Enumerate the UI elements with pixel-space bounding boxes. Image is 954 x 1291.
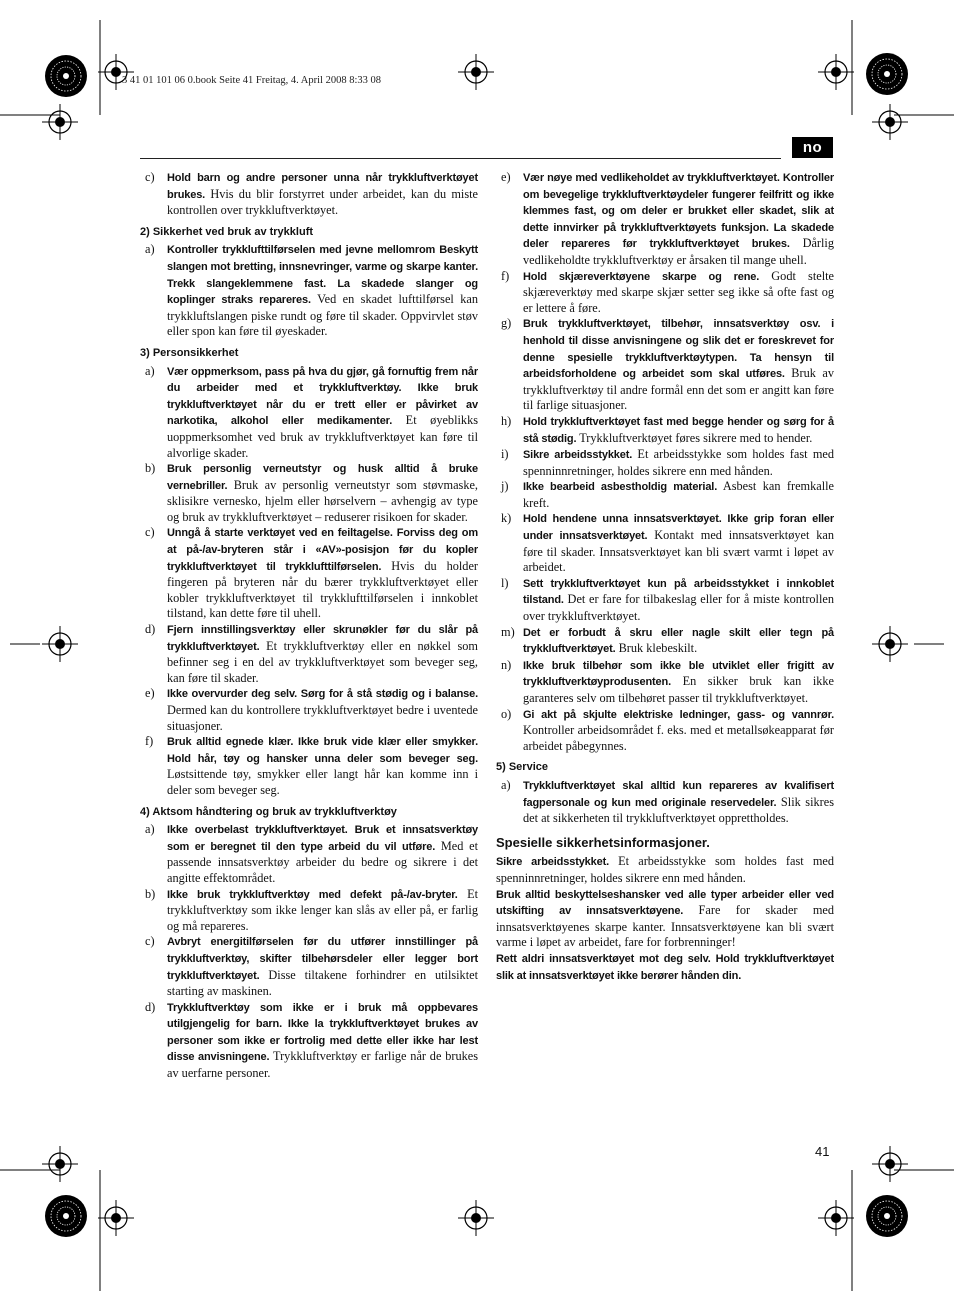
item-label: a) bbox=[501, 777, 511, 792]
item-body bbox=[523, 479, 834, 511]
item-label: k) bbox=[501, 511, 512, 526]
list-item bbox=[140, 170, 478, 219]
list-item bbox=[496, 269, 834, 317]
item-body bbox=[167, 461, 478, 525]
section-title: 2) Sikkerhet ved bruk av trykkluft bbox=[140, 225, 314, 238]
crosshair-bottom-center bbox=[458, 1200, 494, 1236]
sunburst-top-left bbox=[45, 55, 87, 97]
item-bold-text: Hold hendene unna innsatsverktøyet. Ikke grip foran eller under innsatsverktøyet. bbox=[523, 513, 834, 543]
list-item bbox=[496, 316, 834, 414]
list-item bbox=[140, 364, 478, 462]
item-body bbox=[167, 887, 478, 935]
book-file-header: 3 41 01 101 06 0.book Seite 41 Freitag, 4. April 2008 8:33 08 bbox=[122, 75, 381, 86]
item-label: f) bbox=[501, 268, 510, 283]
item-body bbox=[523, 658, 834, 707]
item-body bbox=[167, 686, 478, 734]
item-label: b) bbox=[145, 461, 156, 476]
item-text: Hvis du holder fingeren på bryteren når du bærer trykkluftverktøyet eller kobler trykkluftverktøyet til trykklufttilførselen i innkoblet tilstand, kan dette føre til uhell. bbox=[167, 558, 478, 621]
list-item bbox=[140, 242, 478, 340]
item-text: Et arbeidsstykke som holdes fast med spenninnretninger, holdes sikrere enn med hånden. bbox=[523, 447, 834, 478]
list-item bbox=[496, 778, 834, 827]
item-text: Et øyeblikks uoppmerksomhet ved bruk av trykkluftverktøyet kan føre til alvorlige skader. bbox=[167, 413, 478, 460]
item-text: Hvis du blir forstyrret under arbeidet, kan du miste kontrollen over trykkluftverktøyet. bbox=[167, 186, 478, 218]
item-text: Dermed kan du kontrollere trykkluftverktøyet bedre i uventede situasjoner. bbox=[167, 703, 478, 733]
item-text: Trykkluftverktøyet føres sikrere med to hender. bbox=[576, 430, 813, 445]
item-label: a) bbox=[145, 242, 155, 257]
list-item bbox=[496, 414, 834, 447]
item-label: h) bbox=[501, 413, 512, 428]
item-text: Kontakt med innsatsverktøyet kan føre til skader. Innsatsverktøyet kan bli svært varmt i løpet av arbeidet. bbox=[523, 528, 834, 575]
header-rule bbox=[140, 158, 781, 159]
item-bold-text: Gi akt på skjulte elektriske ledninger, gass- og vannrør. bbox=[523, 708, 834, 721]
item-body bbox=[167, 622, 478, 686]
list-item bbox=[496, 658, 834, 707]
item-body bbox=[167, 170, 478, 219]
item-bold-text: Bruk personlig verneutstyr og husk alltid å bruke vernebriller. bbox=[167, 463, 478, 492]
list-item bbox=[140, 734, 478, 798]
item-label: c) bbox=[145, 525, 155, 540]
item-label: b) bbox=[145, 886, 156, 901]
item-bold-text: Det er forbudt å skru eller nagle skilt eller tegn på trykkluftverktøyet. bbox=[523, 626, 834, 656]
paragraph bbox=[496, 854, 834, 886]
paragraph-text: Et arbeidsstykke som holdes fast med spenninnretninger, holdes sikrere enn med hånden. bbox=[496, 854, 834, 885]
item-body bbox=[523, 707, 834, 755]
item-text: Et trykkluftverktøy som ikke lenger kan slås av eller på, er farlig og må repareres. bbox=[167, 886, 478, 933]
item-bold-text: Vær oppmerksom, pass på hva du gjør, gå fornuftig frem når du arbeider med et trykkluftverktøy. Ikke bruk trykkluftverktøyet når du er trett eller er påvirket av narkotika, alkohol eller medikamenter. bbox=[167, 365, 478, 428]
crosshair-top-right bbox=[818, 54, 854, 90]
item-body bbox=[523, 170, 834, 269]
item-body bbox=[167, 934, 478, 999]
item-bold-text: Bruk alltid egnede klær. Ikke bruk vide klær eller smykker. Hold hår, tøy og hansker unna deler som beveger seg. bbox=[167, 736, 478, 765]
item-text: Det er fare for tilbakeslag eller for å miste kontrollen over trykkluftverktøyet. bbox=[523, 592, 834, 624]
crosshair-right-upper bbox=[872, 104, 908, 140]
item-bold-text: Avbryt energitilførselen før du utfører innstillinger på trykkluftverktøy, skifter tilbehørsdeler eller legger bort trykkluftverktøyet. bbox=[167, 936, 478, 982]
crosshair-left-middle bbox=[42, 626, 78, 662]
left-column bbox=[140, 170, 478, 1082]
item-label: a) bbox=[145, 822, 155, 837]
item-body bbox=[523, 778, 834, 827]
paragraph-text: Fare for skader med innsatsverktøyenes skarpe kanter. Innsatsverktøyene kan bli svært varme i løpet av arbeidet, fare for forbrenninger! bbox=[496, 903, 834, 950]
item-text: Bruk av trykkluftverktøy til andre formål enn det som er angitt kan føre til farlige situasjoner. bbox=[523, 366, 834, 413]
list-item bbox=[140, 525, 478, 622]
paragraph-bold: Bruk alltid beskyttelseshansker ved alle typer arbeider eller ved utskifting av innsatsverktøyene. bbox=[496, 888, 834, 918]
item-text: Dårlig vedlikeholdte trykkluftverktøy er årsaken til mange uhell. bbox=[523, 236, 834, 267]
item-body bbox=[167, 364, 478, 462]
list-item bbox=[140, 461, 478, 525]
item-label: a) bbox=[145, 363, 155, 378]
item-bold-text: Sett trykkluftverktøyet kun på arbeidsstykket i innkoblet tilstand. bbox=[523, 577, 834, 607]
sunburst-top-right bbox=[866, 53, 908, 95]
item-bold-text: Trykkluftverktøy som ikke er i bruk må oppbevares utilgjengelig for barn. Ikke la trykkluftverktøyet brukes av personer som ikke er fortrolig med dette eller ikke har lest disse anvisningene. bbox=[167, 1001, 478, 1064]
crosshair-left-upper bbox=[42, 104, 78, 140]
special-heading: Spesielle sikkerhetsinformasjoner. bbox=[496, 834, 710, 850]
list-item bbox=[140, 887, 478, 935]
crosshair-left-lower bbox=[42, 1146, 78, 1182]
item-label: e) bbox=[145, 686, 155, 701]
item-bold-text: Trykkluftverktøyet skal alltid kun repareres av kvalifisert fagpersonale og kun med originale reservedeler. bbox=[523, 779, 834, 809]
item-label: l) bbox=[501, 575, 509, 590]
list-item bbox=[496, 511, 834, 575]
item-bold-text: Hold trykkluftverktøyet fast med begge hender og sørg for å stå stødig. bbox=[523, 415, 834, 445]
paragraph-bold: Rett aldri innsatsverktøyet mot deg selv. Hold trykkluftverktøyet slik at innsatsverktøyet ikke berører hånden din. bbox=[496, 952, 834, 982]
sunburst-bottom-right bbox=[866, 1195, 908, 1237]
item-body bbox=[167, 822, 478, 886]
item-body bbox=[167, 242, 478, 340]
item-text: Slik sikres det at sikkerheten til trykkluftverktøyet opprettholdes. bbox=[523, 794, 834, 826]
paragraph bbox=[496, 951, 834, 984]
item-bold-text: Vær nøye med vedlikeholdet av trykkluftverktøyet. Kontroller om bevegelige trykkluftverktøydeler fungerer feilfritt og ikke klemmes fast, og om deler er brukket eller skadet, slik at dette innvirker på trykkluftverktøyets funksjon. La skadede deler repareres før trykkluftverktøyet brukes. bbox=[523, 172, 834, 251]
list-item bbox=[496, 576, 834, 625]
item-label: j) bbox=[501, 479, 509, 494]
item-text: Disse tiltakene forhindrer en utilsiktet starting av maskinen. bbox=[167, 967, 478, 999]
item-label: m) bbox=[501, 624, 515, 639]
item-bold-text: Ikke bruk trykkluftverktøy med defekt på-/av-bryter. bbox=[167, 888, 458, 901]
item-body bbox=[167, 734, 478, 798]
item-label: c) bbox=[145, 934, 155, 949]
item-body bbox=[167, 525, 478, 622]
list-item bbox=[496, 707, 834, 755]
crosshair-right-lower bbox=[872, 1146, 908, 1182]
crosshair-right-middle bbox=[872, 626, 908, 662]
list-item bbox=[140, 934, 478, 999]
item-label: o) bbox=[501, 706, 512, 721]
item-body bbox=[523, 625, 834, 658]
item-bold-text: Hold skjæreverktøyene skarpe og rene. bbox=[523, 270, 760, 283]
item-bold-text: Ikke bearbeid asbestholdig material. bbox=[523, 481, 718, 494]
item-bold-text: Ikke overbelast trykkluftverktøyet. Bruk et innsatsverktøy som er beregnet til den type arbeid du vil utføre. bbox=[167, 824, 478, 853]
item-text: Løstsittende tøy, smykker eller langt hår kan komme inn i deler som beveger seg. bbox=[167, 767, 478, 797]
item-bold-text: Sikre arbeidsstykket. bbox=[523, 449, 633, 462]
item-body bbox=[167, 1000, 478, 1082]
item-label: g) bbox=[501, 316, 512, 331]
list-item bbox=[496, 447, 834, 479]
item-label: d) bbox=[145, 999, 156, 1014]
item-bold-text: Fjern innstillingsverktøy eller skrunøkler før du slår på trykkluftverktøyet. bbox=[167, 624, 478, 653]
item-text: Bruk klebeskilt. bbox=[615, 641, 698, 656]
crosshair-bottom-right bbox=[818, 1200, 854, 1236]
item-text: En sikker bruk kan ikke garanteres selv om tilbehøret passer til trykkluftverktøyet. bbox=[523, 674, 834, 705]
item-bold-text: Bruk trykkluftverktøyet, tilbehør, innsatsverktøy osv. i henhold til disse anvisningene og slik det er foreskrevet for denne spesielle trykkluftverktøytypen. Ta hensyn til arbeidsforholdene og arbeidet som skal utføres. bbox=[523, 318, 834, 381]
section-title: 3) Personsikkerhet bbox=[140, 346, 239, 359]
right-column bbox=[496, 170, 834, 984]
list-item bbox=[140, 1000, 478, 1082]
list-item bbox=[140, 622, 478, 686]
item-label: c) bbox=[145, 170, 155, 184]
item-text: Med et passende innsatsverktøy arbeider du bedre og sikrere i det angitte effektområdet. bbox=[167, 838, 478, 885]
crosshair-top-center bbox=[458, 54, 494, 90]
item-text: Asbest kan fremkalle kreft. bbox=[523, 479, 834, 510]
list-item bbox=[140, 822, 478, 886]
paragraph bbox=[496, 887, 834, 951]
crosshair-bottom-left bbox=[98, 1200, 134, 1236]
item-text: Godt stelte skjæreverktøy med skarpe skjær setter seg ikke så ofte fast og er lettere å føre. bbox=[523, 268, 834, 315]
item-bold-text: Ikke bruk tilbehør som ikke ble utviklet eller frigitt av trykkluftverktøyprodusenten. bbox=[523, 659, 834, 689]
item-text: Trykkluftverktøy er farlige når de brukes av uerfarne personer. bbox=[167, 1049, 478, 1081]
item-label: d) bbox=[145, 622, 156, 637]
sunburst-bottom-left bbox=[45, 1195, 87, 1237]
paragraph-bold: Sikre arbeidsstykket. bbox=[496, 856, 609, 869]
list-item bbox=[140, 686, 478, 734]
item-label: i) bbox=[501, 447, 509, 462]
item-label: f) bbox=[145, 734, 154, 749]
item-body bbox=[523, 576, 834, 625]
item-text: Ved en skadet lufttilførsel kan trykkluftslangen piske rundt og føre til skader. Oppvirvlet støv eller spon kan føre til øyeskader. bbox=[167, 292, 478, 339]
item-bold-text: Kontroller trykklufttilførselen med jevne mellomrom Beskytt slangen mot bretting, innsnevringer, varme og skarpe kanter. Trekk slangeklemmene fast. La skadede slanger og koplinger straks repareres. bbox=[167, 244, 478, 307]
item-body bbox=[523, 316, 834, 414]
section-title: 4) Aktsom håndtering og bruk av trykkluftverktøy bbox=[140, 805, 397, 818]
item-text: Kontroller arbeidsområdet f. eks. med et metallsøkeapparat før arbeidet påbegynnes. bbox=[523, 723, 834, 753]
item-body bbox=[523, 414, 834, 447]
item-body bbox=[523, 511, 834, 575]
item-bold-text: Unngå å starte verktøyet ved en feiltagelse. Forviss deg om at på-/av-bryteren står i «AV»-posisjon før du kopler trykkluftverktøyet til trykklufttilførselen. bbox=[167, 527, 478, 573]
item-text: Et trykkluftverktøy eller en nøkkel som befinner seg i en del av trykkluftverktøyet som beveger seg, kan føre til skader. bbox=[167, 638, 478, 685]
item-label: e) bbox=[501, 170, 511, 184]
language-badge: no bbox=[792, 137, 833, 158]
item-bold-text: Ikke overvurder deg selv. Sørg for å stå stødig og i balanse. bbox=[167, 688, 478, 701]
item-bold-text: Hold barn og andre personer unna når trykkluftverktøyet brukes. bbox=[167, 172, 478, 201]
list-item bbox=[496, 170, 834, 269]
list-item bbox=[496, 479, 834, 511]
section-title: 5) Service bbox=[496, 761, 548, 774]
item-body bbox=[523, 447, 834, 479]
list-item bbox=[496, 625, 834, 658]
page-number: 41 bbox=[815, 1144, 830, 1159]
item-body bbox=[523, 269, 834, 317]
item-text: Bruk av personlig verneutstyr som støvmaske, sklisikre vernesko, hjelm eller hørselvern – avhengig av type og bruk av trykkluftverktøyet – reduserer risikoen for skader. bbox=[167, 477, 478, 524]
item-label: n) bbox=[501, 657, 512, 672]
